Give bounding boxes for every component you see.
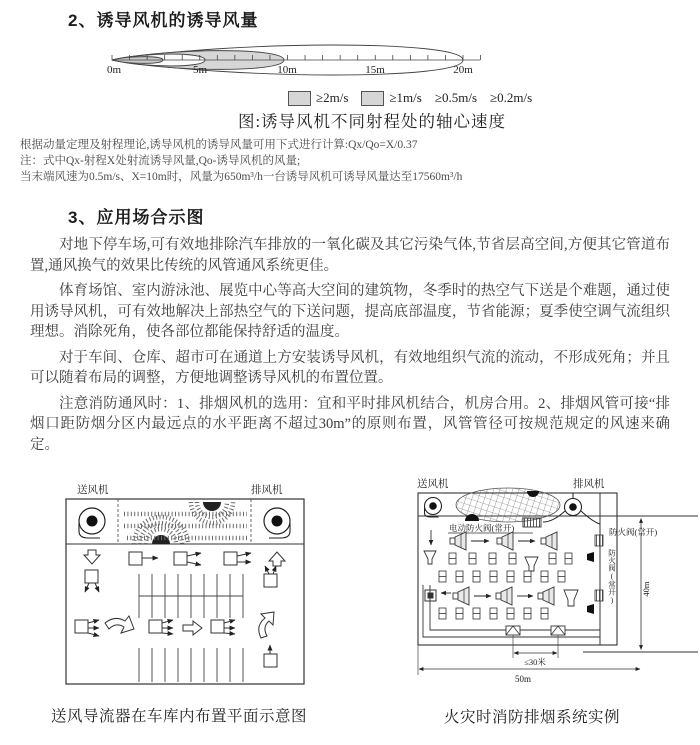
tick-10m: 10m (277, 64, 297, 76)
garage-layout-diagram (61, 482, 309, 710)
dim-50-label: 50m (514, 674, 532, 684)
fire-exhaust-fan-label: 排风机 (573, 478, 605, 490)
fire-supply-fan-label: 送风机 (417, 478, 449, 490)
paragraph-workshop: 对于车间、仓库、超市可在通道上方安装诱导风机，有效地组织气流的流动，不形成死角；并且可以随着布局的调整，方便地调整诱导风机的布置位置。 (30, 349, 670, 386)
fire-diagram-caption: 火灾时消防排烟系统实例 (443, 709, 620, 726)
shaft-damper-vertical-label: 防火阀(常开) (607, 549, 617, 605)
note-line-2: 注：式中Qx-射程X处射流诱导风量,Qo-诱导风机的风量; (20, 155, 301, 167)
legend-label-02ms: ≥0.2m/s (490, 90, 533, 105)
paragraph-large-space: 体育场馆、室内游泳池、展览中心等高大空间的建筑物，冬季时的热空气下送是个难题，通过使用诱导风机，可有效地解决上部热空气的下送问题，提高底部温度，节省能源；夏季使空调气流组织理想。消除死角，使各部位都能保持舒适的温度。 (30, 283, 670, 340)
legend-label-2ms: ≥2m/s (316, 90, 349, 105)
heading-applications: 3、应用场合示图 (68, 208, 205, 227)
legend-item-05ms (435, 90, 477, 106)
note-line-1: 根据动量定理及射程理论,诱导风机的诱导风量可用下式进行计算:Qx/Qo=X/0.37 (20, 139, 418, 151)
fire-smoke-system-diagram (403, 477, 698, 712)
tick-20m: 20m (453, 64, 473, 76)
garage-exhaust-fan-label: 排风机 (251, 484, 283, 496)
heading-induced-airflow: 2、诱导风机的诱导风量 (68, 11, 259, 30)
legend-swatch-2ms (288, 91, 311, 106)
garage-supply-fan-label: 送风机 (77, 484, 109, 496)
jet-throw-diagram (95, 33, 485, 95)
legend-label-05ms: ≥0.5m/s (434, 90, 478, 105)
legend-item-2ms (288, 90, 348, 106)
electric-fire-damper-icon (523, 518, 541, 527)
legend-swatch-1ms (361, 91, 384, 106)
tick-5m: 5m (192, 64, 208, 76)
dim-30-label: ≤30米 (524, 657, 546, 667)
garage-diagram-caption: 送风导流器在车库内布置平面示意图 (50, 708, 307, 725)
dim-40m-label: 40m (641, 581, 651, 597)
paragraph-parking: 对地下停车场,可有效地排除汽车排放的一氧化碳及其它污染气体,节省层高空间,方便其它管道布置,通风换气的效果比传统的风管通风系统更佳。 (30, 237, 670, 274)
legend-item-1ms (361, 90, 421, 106)
note-line-3: 当末端风速为0.5m/s、X=10m时，风量为650m³/h一台诱导风机可诱导风量达至17560m³/h (20, 171, 463, 183)
legend-label-1ms: ≥1m/s (389, 90, 422, 105)
tick-15m: 15m (365, 64, 385, 76)
jet-figure-caption: 图:诱导风机不同射程处的轴心速度 (237, 112, 507, 131)
application-paragraphs (30, 235, 670, 460)
legend-item-02ms (490, 90, 532, 106)
fire-damper-open-label: 防火阀(常开) (609, 527, 658, 537)
paragraph-fire-vent: 注意消防通风时：1、排烟风机的选用：宜和平时排风机结合，机房合用。2、排烟风管可接“排烟口距防烟分区内最远点的水平距离不超过30m”的原则布置，风管管径可按规范规定的风速来确定。 (30, 395, 670, 453)
formula-notes (20, 137, 520, 185)
tick-0m: 0m (106, 64, 122, 76)
velocity-legend (288, 90, 532, 106)
electric-damper-label: 电动防火阀(常开) (449, 523, 515, 533)
